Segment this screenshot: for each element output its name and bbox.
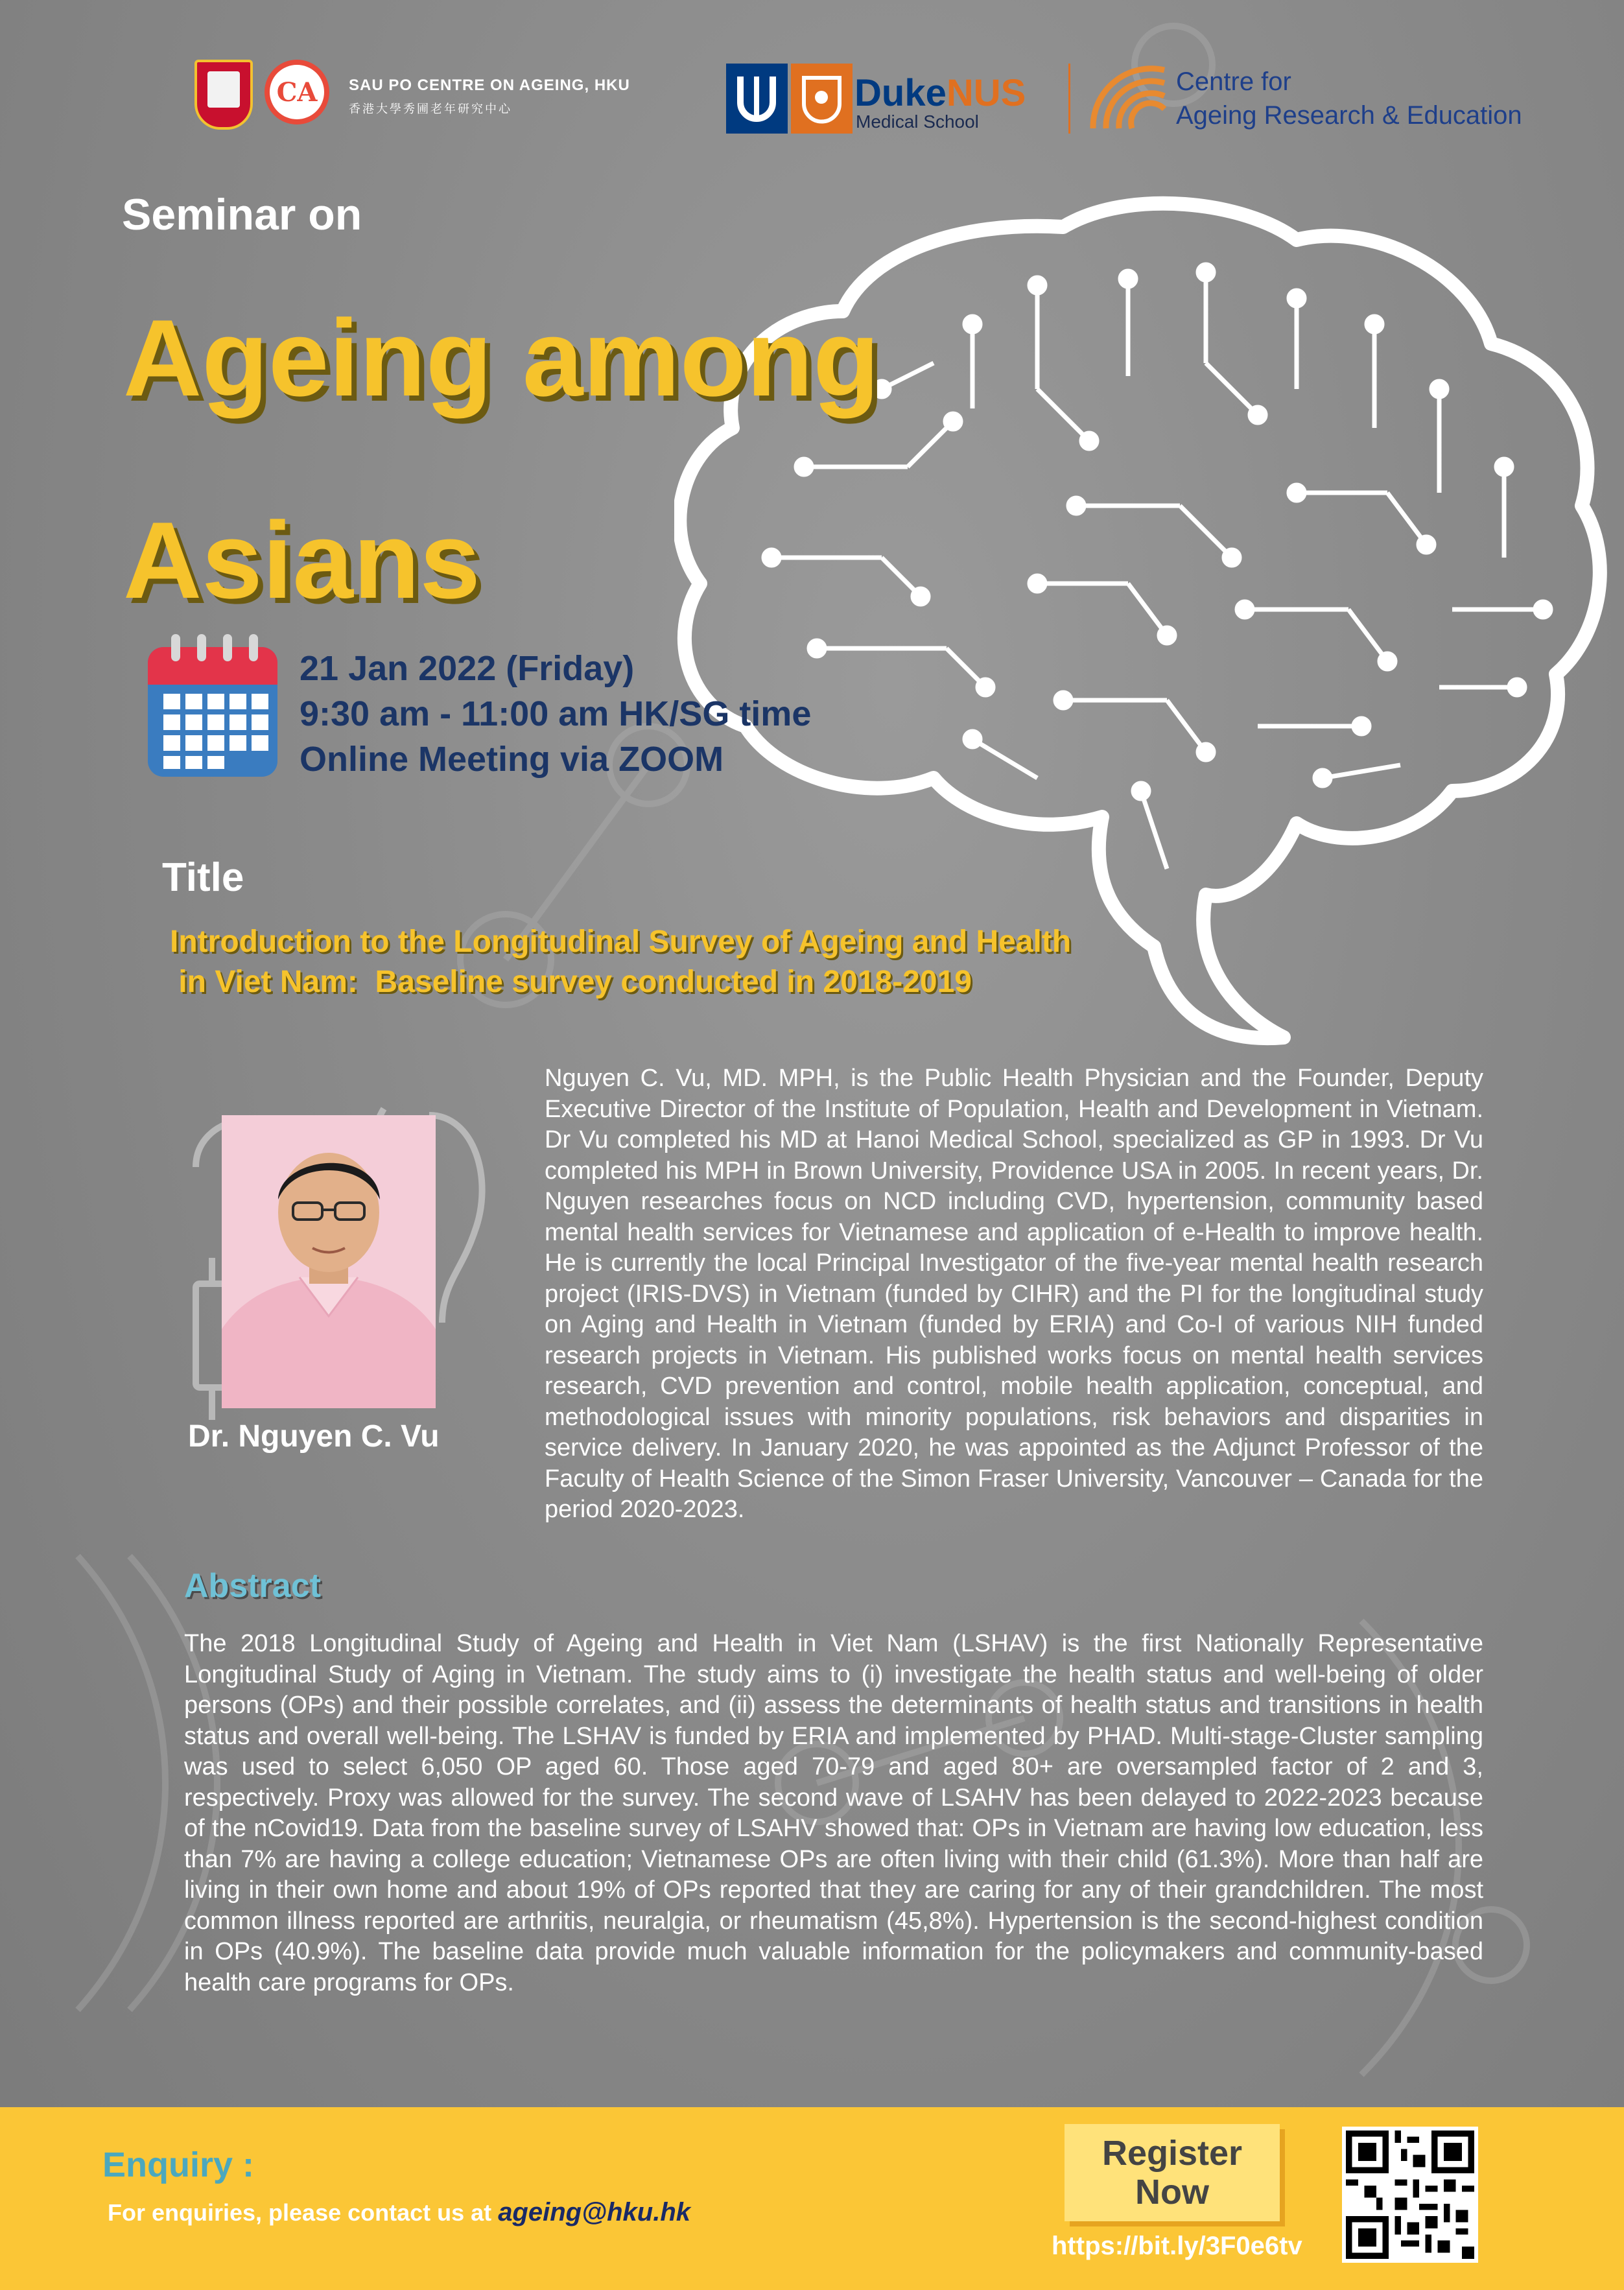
duke-nus-name: DukeNUS bbox=[854, 72, 1026, 114]
enquiry-email-link[interactable]: ageing@hku.hk bbox=[498, 2198, 691, 2226]
title-label: Title bbox=[162, 855, 244, 900]
event-time: 9:30 am - 11:00 am HK/SG time bbox=[300, 694, 812, 733]
qr-code-icon[interactable] bbox=[1342, 2127, 1478, 2263]
care-logo-icon bbox=[1087, 64, 1172, 134]
enquiry-label: Enquiry : bbox=[102, 2145, 255, 2184]
nus-crest-icon bbox=[791, 64, 853, 134]
care-centre-name bbox=[1176, 65, 1522, 132]
abstract-label: Abstract bbox=[184, 1567, 321, 1605]
talk-title-line1: Introduction to the Longitudinal Survey of Ageing and Health bbox=[170, 925, 1072, 959]
register-now-button[interactable] bbox=[1065, 2124, 1280, 2221]
register-label-line2: Now bbox=[1135, 2173, 1209, 2212]
calendar-icon bbox=[148, 634, 277, 778]
abstract-text: The 2018 Longitudinal Study of Ageing and Health in Viet Nam (LSHAV) is the first Nationally Representative Longitudinal Study of Aging in Vietnam. The study aims to (i) investigate the health status and well-being of older persons (OPs) and their possible correlates, and (ii) assess the determinants of health status and transitions in health status and overall well-being. The LSHAV is funded by ERIA and implemented by PHAD. Multi-stage-Cluster sampling was used to select 6,050 OP aged 60. Those aged 70-79 and aged 80+ are oversampled factor of 2 and 3, respectively. Proxy was allowed for the survey. The second wave of LSAHV has been delayed to 2022-2023 because of the nCovid19. Data from the baseline survey of LSAHV showed that: OPs in Vietnam are having low education, less than 7% are having a college education; Vietnamese OPs are often living with their child (61.3%). More than half are living in their own home and about 19% of OPs reported that they are caring for any of their grandchildren. The most common illness reported are arthritis, neuralgia, or rheumatism (45,8%). Hypertension is the second-highest condition in OPs (40.9%). The baseline data provide much valuable information for the policymakers and community-based health care programs for OPs. bbox=[184, 1630, 1483, 1996]
event-date: 21 Jan 2022 (Friday) bbox=[300, 649, 635, 688]
care-name-line2: Ageing Research & Education bbox=[1176, 101, 1522, 130]
sau-po-centre-chinese-name: 香港大學秀圃老年研究中心 bbox=[349, 102, 512, 115]
duke-nus-shield-icon bbox=[726, 64, 788, 134]
main-title-line2: Asians bbox=[123, 499, 480, 621]
register-url-link[interactable]: https://bit.ly/3F0e6tv bbox=[1052, 2232, 1302, 2260]
speaker-bio: Nguyen C. Vu, MD. MPH, is the Public Health Physician and the Founder, Deputy Executive Director of the Institute of Population, Health and Development in Vietnam. Dr Vu completed his MD at Hanoi Medical School, specialized as GP in 1993. Dr Vu completed his MPH in Brown University, Providence USA in 2005. In recent years, Dr. Nguyen researches focus on NCD including CVD, hypertension, community based mental health services for Vietnamese and application of e-Health to improve health. He is currently the local Principal Investigator of the five-year mental health research project (IRIS-DVS) in Vietnam (funded by CIHR) and the PI for the longitudinal study on Aging and Health in Vietnam (funded by ERIA) and Co-I of various NIH funded research projects in Vietnam. His published works focus on mental health services research, CVD prevention and control, mobile health application, conceptual, and methodological issues with minority populations, risk behaviors and disparities in service delivery. In January 2020, he was appointed as the Adjunct Professor of the Faculty of Health Science of the Simon Fraser University, Vancouver – Canada for the period 2020-2023. bbox=[545, 1065, 1483, 1523]
logo-divider bbox=[1068, 64, 1070, 134]
enquiry-prompt: For enquiries, please contact us at bbox=[108, 2199, 499, 2226]
care-name-line1: Centre for bbox=[1176, 67, 1291, 96]
enquiry-text bbox=[108, 2198, 690, 2227]
hku-crest-icon bbox=[194, 60, 253, 130]
seminar-kicker: Seminar on bbox=[122, 190, 362, 239]
sau-po-logo-icon: CA bbox=[265, 60, 329, 124]
speaker-photo bbox=[222, 1115, 436, 1408]
sau-po-centre-name: SAU PO CENTRE ON AGEING, HKU bbox=[349, 77, 630, 94]
main-title bbox=[123, 257, 880, 661]
main-title-line1: Ageing among bbox=[123, 297, 880, 419]
event-venue: Online Meeting via ZOOM bbox=[300, 740, 724, 779]
speaker-name: Dr. Nguyen C. Vu bbox=[188, 1419, 440, 1454]
talk-title bbox=[170, 922, 1233, 1002]
duke-nus-subtitle: Medical School bbox=[856, 112, 979, 132]
talk-title-line2: in Viet Nam: Baseline survey conducted in 2018-2019 bbox=[170, 965, 972, 999]
register-label-line1: Register bbox=[1101, 2134, 1243, 2173]
